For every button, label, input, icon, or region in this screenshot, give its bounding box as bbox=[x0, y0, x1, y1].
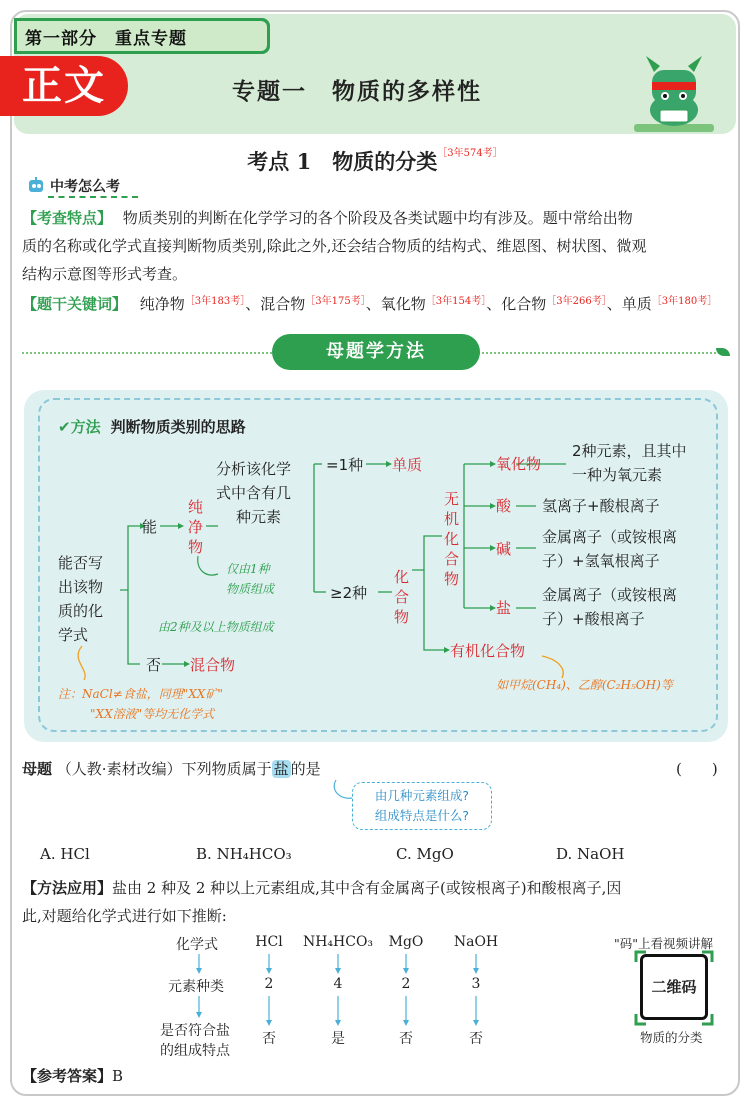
topic-title: 专题一 物质的多样性 bbox=[232, 79, 482, 105]
application-text1: 盐由 2 种及 2 种以上元素组成,其中含有金属离子(或铵根离子)和酸根离子,因 bbox=[112, 879, 622, 897]
inorganic-char: 物 bbox=[444, 570, 460, 588]
row-label-salt1: 是否符合盐 bbox=[160, 1023, 230, 1039]
count-cell: 4 bbox=[333, 976, 343, 992]
check-icon: ✔ bbox=[58, 418, 71, 436]
no-label: 否 bbox=[146, 656, 162, 674]
inorganic-char: 无 bbox=[444, 490, 460, 508]
base-label: 碱 bbox=[496, 540, 512, 558]
compound-char: 化 bbox=[394, 568, 410, 586]
kaodian-title-text: 考点 1 物质的分类 bbox=[247, 149, 438, 174]
acid-label: 酸 bbox=[496, 497, 512, 515]
reference-value: B bbox=[112, 1067, 124, 1085]
yes-label: 能 bbox=[142, 518, 158, 536]
inorganic-char: 机 bbox=[444, 510, 460, 528]
option-letter: D. bbox=[556, 845, 573, 863]
question-line3: 质的化 bbox=[58, 602, 104, 620]
keyword-sep: 、 bbox=[486, 295, 502, 313]
hint-line1: 由几种元素组成? bbox=[374, 788, 470, 803]
note-pure2: 物质组成 bbox=[226, 582, 275, 596]
question-line4: 学式 bbox=[58, 626, 89, 644]
formula-cell: HCl bbox=[255, 934, 283, 950]
count-cell: 3 bbox=[471, 976, 481, 992]
salt-desc1: 金属离子（或铵根离 bbox=[542, 586, 678, 604]
option-letter: C. bbox=[396, 845, 412, 863]
keyword-count: ［3年266考］ bbox=[546, 296, 607, 307]
ge2-label: ≥2种 bbox=[330, 584, 368, 602]
features-text1: 物质类别的判断在化学学习的各个阶段及各类试题中均有涉及。题中常给出物 bbox=[122, 209, 633, 227]
keyword-count: ［3年180考］ bbox=[651, 296, 718, 307]
note-line2: "XX溶液"等均无化学式 bbox=[90, 707, 215, 721]
oxide-label: 氧化物 bbox=[496, 455, 542, 473]
method-label: 方法 bbox=[70, 418, 101, 436]
question-tail: 的是 bbox=[290, 760, 321, 778]
option-text: NH₄HCO₃ bbox=[216, 845, 292, 863]
keyword-word: 化合物 bbox=[501, 295, 547, 313]
note-line1: 注：NaCl≠食盐，同理"XX矿" bbox=[58, 687, 223, 701]
features-label: 【考查特点】 bbox=[22, 209, 113, 227]
application-label: 【方法应用】 bbox=[22, 879, 113, 897]
option-letter: A. bbox=[40, 845, 56, 863]
zhongkao-label: 中考怎么考 bbox=[50, 179, 120, 195]
formula-cell: MgO bbox=[388, 934, 424, 950]
question-line1: 能否写 bbox=[58, 554, 104, 572]
note-organic: 如甲烷(CH₄)、乙醇(C₂H₅OH)等 bbox=[496, 678, 673, 692]
features-line2: 质的名称或化学式直接判断物质类别,除此之外,还会结合物质的结构式、维恩图、树状图、微观 bbox=[22, 237, 647, 255]
hint-line2: 组成特点是什么? bbox=[374, 808, 470, 823]
count-cell: 2 bbox=[401, 976, 411, 992]
row-label-salt2: 的组成特点 bbox=[160, 1043, 230, 1059]
compound-char: 物 bbox=[394, 608, 410, 626]
count-cell: 2 bbox=[264, 976, 274, 992]
acid-desc: 氢离子+酸根离子 bbox=[542, 497, 660, 515]
application-line2: 此,对题给化学式进行如下推断: bbox=[22, 907, 227, 925]
eq1-label: =1种 bbox=[326, 456, 364, 474]
keyword-sep: 、 bbox=[245, 295, 261, 313]
analyze-line1: 分析该化学 bbox=[216, 460, 292, 478]
salt-desc2: 子）+酸根离子 bbox=[542, 610, 645, 628]
part-label: 第一部分 重点专题 bbox=[17, 21, 267, 51]
keyword-sep: 、 bbox=[365, 295, 381, 313]
salt-label: 盐 bbox=[496, 599, 512, 617]
question-keyword: 盐 bbox=[273, 760, 289, 778]
base-desc2: 子）+氢氧根离子 bbox=[542, 552, 660, 570]
zhengwen-badge: 正文 bbox=[0, 56, 128, 116]
kaodian-count: ［3年574考］ bbox=[437, 148, 503, 159]
question-source: （人教·素材改编）下列物质属于 bbox=[56, 760, 272, 778]
keyword-word: 单质 bbox=[621, 295, 652, 313]
pure-char: 物 bbox=[188, 538, 204, 556]
answer-cell: 否 bbox=[399, 1031, 413, 1047]
keyword-word: 混合物 bbox=[260, 295, 306, 313]
inorganic-char: 合 bbox=[444, 550, 460, 568]
row-label-elements: 元素种类 bbox=[168, 979, 224, 995]
note-pure1: 仅由1种 bbox=[226, 562, 270, 576]
oxide-desc2: 一种为氧元素 bbox=[572, 466, 663, 484]
keyword-count: ［3年154考］ bbox=[425, 296, 487, 307]
oxide-desc1: 2种元素，且其中 bbox=[572, 442, 687, 460]
question-label: 母题 bbox=[22, 760, 53, 778]
question-line2: 出该物 bbox=[58, 578, 104, 596]
row-label-formula: 化学式 bbox=[176, 937, 218, 953]
keyword-count: ［3年183考］ bbox=[184, 296, 246, 307]
muti-banner: 母题学方法 bbox=[272, 334, 480, 370]
answer-cell: 是 bbox=[331, 1031, 345, 1047]
answer-paren: ( ) bbox=[676, 760, 718, 778]
answer-cell: 否 bbox=[262, 1031, 276, 1047]
pure-char: 净 bbox=[188, 518, 204, 536]
mixture-label: 混合物 bbox=[190, 656, 236, 674]
compound-char: 合 bbox=[394, 588, 410, 606]
features-line3: 结构示意图等形式考查。 bbox=[22, 265, 188, 283]
inorganic-char: 化 bbox=[444, 530, 460, 548]
method-title: 判断物质类别的思路 bbox=[110, 418, 246, 436]
pure-char: 纯 bbox=[188, 498, 204, 516]
analyze-line3: 种元素 bbox=[236, 508, 282, 526]
reference-label: 【参考答案】 bbox=[22, 1067, 113, 1085]
keyword-count: ［3年175考］ bbox=[305, 296, 366, 307]
keyword-word: 氧化物 bbox=[380, 295, 426, 313]
video-sub: 物质的分类 bbox=[640, 1030, 703, 1045]
option-text: NaOH bbox=[577, 845, 625, 863]
option-letter: B. bbox=[196, 845, 212, 863]
formula-cell: NH₄HCO₃ bbox=[302, 934, 374, 950]
video-caption: "码"上看视频讲解 bbox=[614, 936, 713, 951]
note-mixture: 由2种及以上物质组成 bbox=[158, 620, 274, 634]
keywords-label: 【题干关键词】 bbox=[22, 295, 128, 313]
option-text: HCl bbox=[60, 845, 90, 863]
analyze-line2: 式中含有几 bbox=[216, 484, 292, 502]
formula-cell: NaOH bbox=[453, 934, 499, 950]
base-desc1: 金属离子（或铵根离 bbox=[542, 528, 678, 546]
keyword-sep: 、 bbox=[606, 295, 622, 313]
organic-label: 有机化合物 bbox=[450, 642, 526, 660]
reference-answer bbox=[22, 1064, 730, 1088]
simple-label: 单质 bbox=[392, 456, 423, 474]
option-text: MgO bbox=[416, 845, 454, 863]
keyword-word: 纯净物 bbox=[139, 295, 185, 313]
answer-cell: 否 bbox=[469, 1031, 483, 1047]
qr-code[interactable]: 二维码 bbox=[640, 954, 708, 1020]
